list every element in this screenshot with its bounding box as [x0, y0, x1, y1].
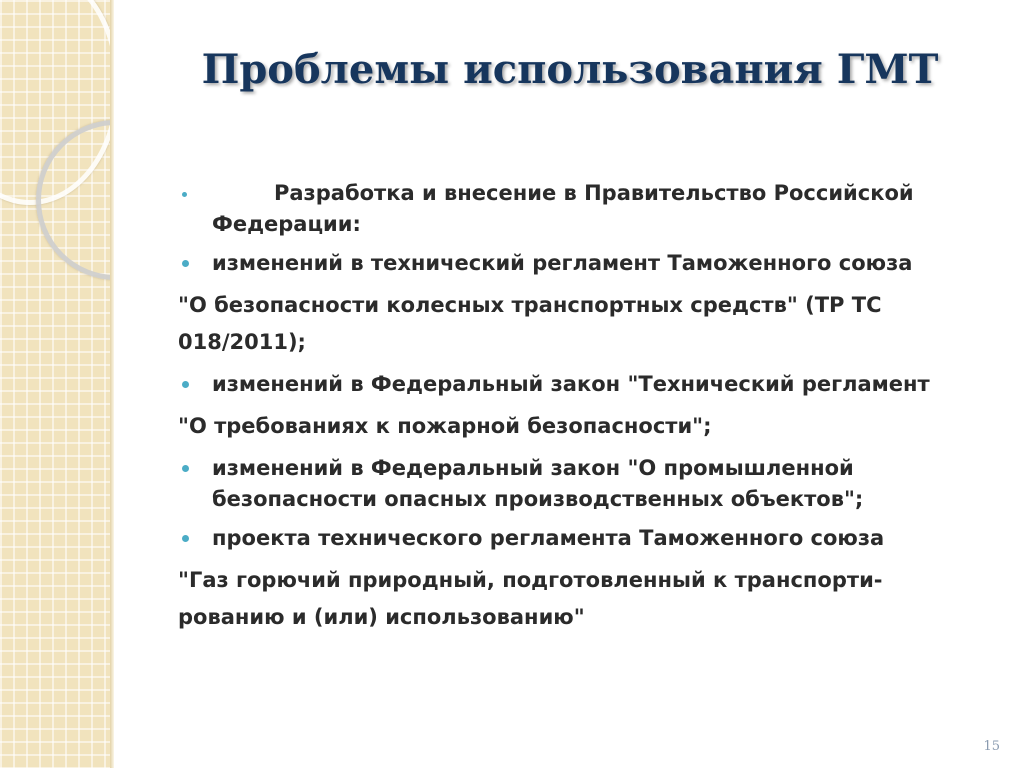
bullet-icon — [182, 381, 189, 388]
page-number: 15 — [983, 739, 1000, 754]
list-item-text: изменений в Федеральный закон "Технический регламент — [212, 372, 930, 396]
list-item-text: Федерации: — [212, 212, 361, 236]
slide-title: Проблемы использования ГМТ — [201, 46, 939, 93]
list-item — [178, 369, 978, 400]
list-item — [178, 178, 978, 240]
slide-body — [178, 178, 978, 644]
list-item-text: Разработка и внесение в Правительство Российской — [274, 181, 914, 205]
decorative-side-strip — [0, 0, 113, 768]
list-item — [178, 453, 978, 515]
paragraph: "О требованиях к пожарной безопасности"; — [178, 414, 712, 438]
list-item-text: изменений в Федеральный закон "О промышленной безопасности опасных производственных объектов"; — [212, 456, 864, 511]
bullet-icon — [182, 192, 187, 197]
list-item-text: изменений в технический регламент Таможенного союза — [212, 251, 913, 275]
paragraph: "О безопасности колесных транспортных средств" (ТР ТС 018/2011); — [178, 293, 882, 354]
list-item — [178, 248, 978, 279]
bullet-icon — [182, 465, 189, 472]
list-item — [178, 523, 978, 554]
bullet-icon — [182, 260, 189, 267]
strip-edge — [110, 0, 114, 768]
bullet-icon — [182, 535, 189, 542]
list-item-text: проекта технического регламента Таможенного союза — [212, 526, 885, 550]
paragraph: "Газ горючий природный, подготовленный к транспорти- рованию и (или) использованию" — [178, 568, 883, 629]
